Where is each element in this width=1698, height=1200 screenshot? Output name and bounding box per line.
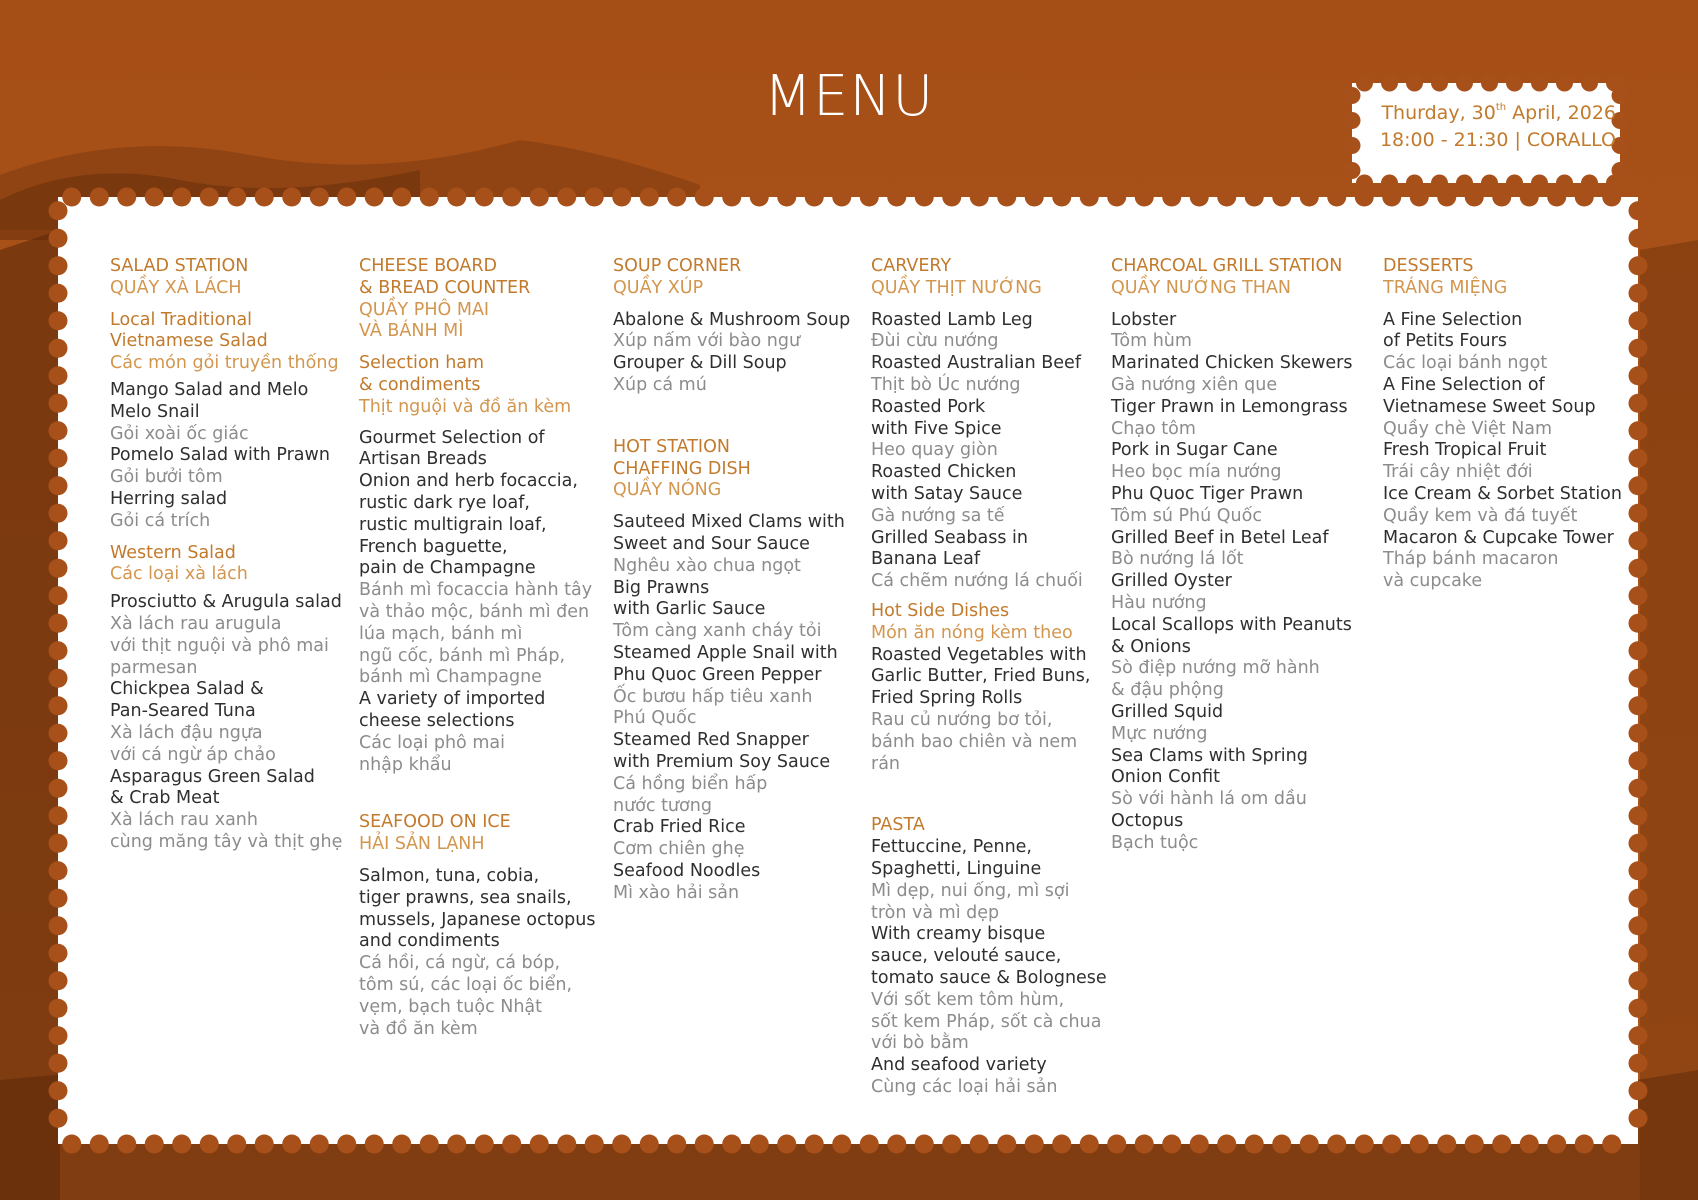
section-heading-vi: QUẦY PHÔ MAI VÀ BÁNH MÌ — [359, 299, 490, 342]
subsection-heading-vi: Thịt nguội và đồ ăn kèm — [359, 396, 572, 417]
menu-item: A variety of imported cheese selections Các loại phô mai nhập khẩu — [359, 689, 546, 775]
section-heading: PASTA — [871, 815, 925, 836]
menu-item: Roasted Pork with Five Spice Heo quay giòn — [871, 396, 1002, 461]
soup-hot-column — [613, 256, 868, 905]
menu-item: Local Scallops with Peanuts & Onions Sò điệp nướng mỡ hành & đậu phộng — [1111, 614, 1352, 701]
section-heading: SEAFOOD ON ICE — [359, 812, 511, 833]
menu-item: Fettuccine, Penne, Spaghetti, Linguine Mì dẹp, nui ống, mì sợi tròn và mì dẹp — [871, 837, 1070, 923]
section-heading: CARVERY — [871, 256, 952, 276]
section-heading: CHEESE BOARD & BREAD COUNTER — [359, 256, 531, 298]
subsection-heading: Hot Side Dishes — [871, 600, 1010, 621]
carvery-pasta-column — [871, 256, 1111, 1099]
page-title: MENU — [763, 64, 935, 129]
menu-item: Herring salad Gỏi cá trích — [110, 488, 228, 531]
menu-item: Steamed Apple Snail with Phu Quoc Green Pepper Ốc bươu hấp tiêu xanh Phú Quốc — [613, 642, 838, 729]
menu-item: Lobster Tôm hùm — [1111, 309, 1192, 352]
menu-item: Ice Cream & Sorbet Station Quầy kem và đá tuyết — [1383, 483, 1622, 526]
section-heading-vi: HẢI SẢN LẠNH — [359, 834, 485, 855]
menu-item: Fresh Tropical Fruit Trái cây nhiệt đới — [1383, 440, 1547, 483]
menu-item: And seafood variety Cùng các loại hải sản — [871, 1055, 1058, 1097]
menu-item: Steamed Red Snapper with Premium Soy Sauce Cá hồng biển hấp nước tương — [613, 730, 831, 816]
menu-item: Marinated Chicken Skewers Gà nướng xiên que — [1111, 353, 1353, 395]
menu-item: Big Prawns with Garlic Sauce Tôm càng xanh cháy tỏi — [613, 577, 822, 642]
menu-item: Mango Salad and Melo Melo Snail Gỏi xoài ốc giác — [110, 379, 309, 444]
section-heading: SALAD STATION — [110, 256, 249, 276]
cheese-bread-column — [359, 256, 609, 1040]
subsection-heading-vi: Món ăn nóng kèm theo — [871, 622, 1073, 643]
menu-item: Pomelo Salad with Prawn Gỏi bưởi tôm — [110, 445, 330, 488]
subsection-heading-vi: Các loại xà lách — [110, 564, 248, 585]
menu-item: Roasted Australian Beef Thịt bò Úc nướng — [871, 353, 1081, 395]
desserts-column — [1383, 256, 1623, 593]
menu-item: Roasted Lamb Leg Đùi cừu nướng — [871, 309, 1033, 352]
menu-item: Prosciutto & Arugula salad Xà lách rau arugula với thịt nguội và phô mai parmesan — [110, 592, 342, 678]
menu-item: Grilled Squid Mực nướng — [1111, 701, 1224, 744]
section-heading: HOT STATION CHAFFING DISH — [613, 436, 751, 479]
menu-item: Macaron & Cupcake Tower Tháp bánh macaron và cupcake — [1383, 527, 1614, 592]
section-heading-vi: QUẦY XÚP — [613, 277, 704, 298]
menu-item: Grilled Seabass in Banana Leaf Cá chẽm nướng lá chuối — [871, 527, 1083, 592]
subsection-heading: Western Salad — [110, 542, 236, 563]
subsection-heading: Local Traditional Vietnamese Salad — [110, 309, 268, 352]
event-time-venue: 18:00 - 21:30 | CORALLO — [1379, 129, 1616, 151]
menu-item: With creamy bisque sauce, velouté sauce, tomato sauce & Bolognese Với sốt kem tôm hùm, sốt kem Pháp, sốt cà chua với bò bằm — [871, 924, 1107, 1054]
subsection-heading: Selection ham & condiments — [359, 353, 485, 395]
menu-item: Tiger Prawn in Lemongrass Chạo tôm — [1111, 396, 1348, 439]
section-heading: CHARCOAL GRILL STATION — [1111, 256, 1343, 276]
subsection-heading-vi: Các món gỏi truyền thống — [110, 353, 339, 374]
menu-item: Sea Clams with Spring Onion Confit Sò với hành lá om dầu — [1111, 745, 1308, 810]
menu-item: Grilled Beef in Betel Leaf Bò nướng lá lốt — [1111, 527, 1329, 570]
event-details — [1352, 100, 1616, 154]
menu-item: A Fine Selection of Petits Fours Các loại bánh ngọt — [1383, 309, 1548, 374]
menu-item: Grouper & Dill Soup Xúp cá mú — [613, 353, 787, 395]
menu-item: Abalone & Mushroom Soup Xúp nấm với bào ngư — [613, 309, 851, 352]
menu-item: A Fine Selection of Vietnamese Sweet Soup Quầy chè Việt Nam — [1383, 374, 1596, 439]
section-heading-vi: TRÁNG MIỆNG — [1383, 277, 1508, 298]
menu-item: Sauteed Mixed Clams with Sweet and Sour Sauce Nghêu xào chua ngọt — [613, 512, 845, 576]
section-heading: DESSERTS — [1383, 256, 1474, 276]
menu-item: Chickpea Salad & Pan-Seared Tuna Xà lách đậu ngựa với cá ngừ áp chảo — [110, 679, 276, 765]
menu-item: Phu Quoc Tiger Prawn Tôm sú Phú Quốc — [1111, 483, 1304, 526]
menu-item: Grilled Oyster Hàu nướng — [1111, 571, 1232, 613]
menu-item: Seafood Noodles Mì xào hải sản — [613, 860, 761, 903]
event-date: Thurday, 30th April, 2026 — [1381, 102, 1616, 124]
menu-item: Gourmet Selection of Artisan Breads Onion and herb focaccia, rustic dark rye loaf, rustic multigrain loaf, French baguette, pain de Champagne Bánh mì focaccia hành tây và thảo mộc, bánh mì đen lúa mạch, bánh mì ngũ cốc, bánh mì Pháp, bánh mì Champagne — [359, 427, 593, 688]
menu-item: Pork in Sugar Cane Heo bọc mía nướng — [1111, 440, 1282, 483]
salad-station-column — [110, 256, 350, 854]
section-heading-vi: QUẦY XÀ LÁCH — [110, 277, 242, 298]
menu-item: Crab Fried Rice Cơm chiên ghẹ — [613, 817, 746, 860]
section-heading-vi: QUẦY NƯỚNG THAN — [1111, 277, 1292, 298]
menu-item: Roasted Chicken with Satay Sauce Gà nướng sa tế — [871, 462, 1023, 526]
section-heading-vi: QUẦY THỊT NƯỚNG — [871, 277, 1042, 298]
section-heading-vi: QUẦY NÓNG — [613, 480, 722, 501]
menu-item: Roasted Vegetables with Garlic Butter, Fried Buns, Fried Spring Rolls Rau củ nướng bơ tỏi, bánh bao chiên và nem rán — [871, 644, 1091, 774]
menu-item: Salmon, tuna, cobia, tiger prawns, sea snails, mussels, Japanese octopus and condiments Cá hồi, cá ngừ, cá bóp, tôm sú, các loại ốc biển, vẹm, bạch tuộc Nhật và đồ ăn kèm — [359, 865, 596, 1039]
section-heading: SOUP CORNER — [613, 256, 742, 276]
menu-item: Octopus Bạch tuộc — [1111, 810, 1199, 853]
menu-item: Asparagus Green Salad & Crab Meat Xà lách rau xanh cùng măng tây và thịt ghẹ — [110, 766, 343, 852]
charcoal-grill-column — [1111, 256, 1356, 855]
